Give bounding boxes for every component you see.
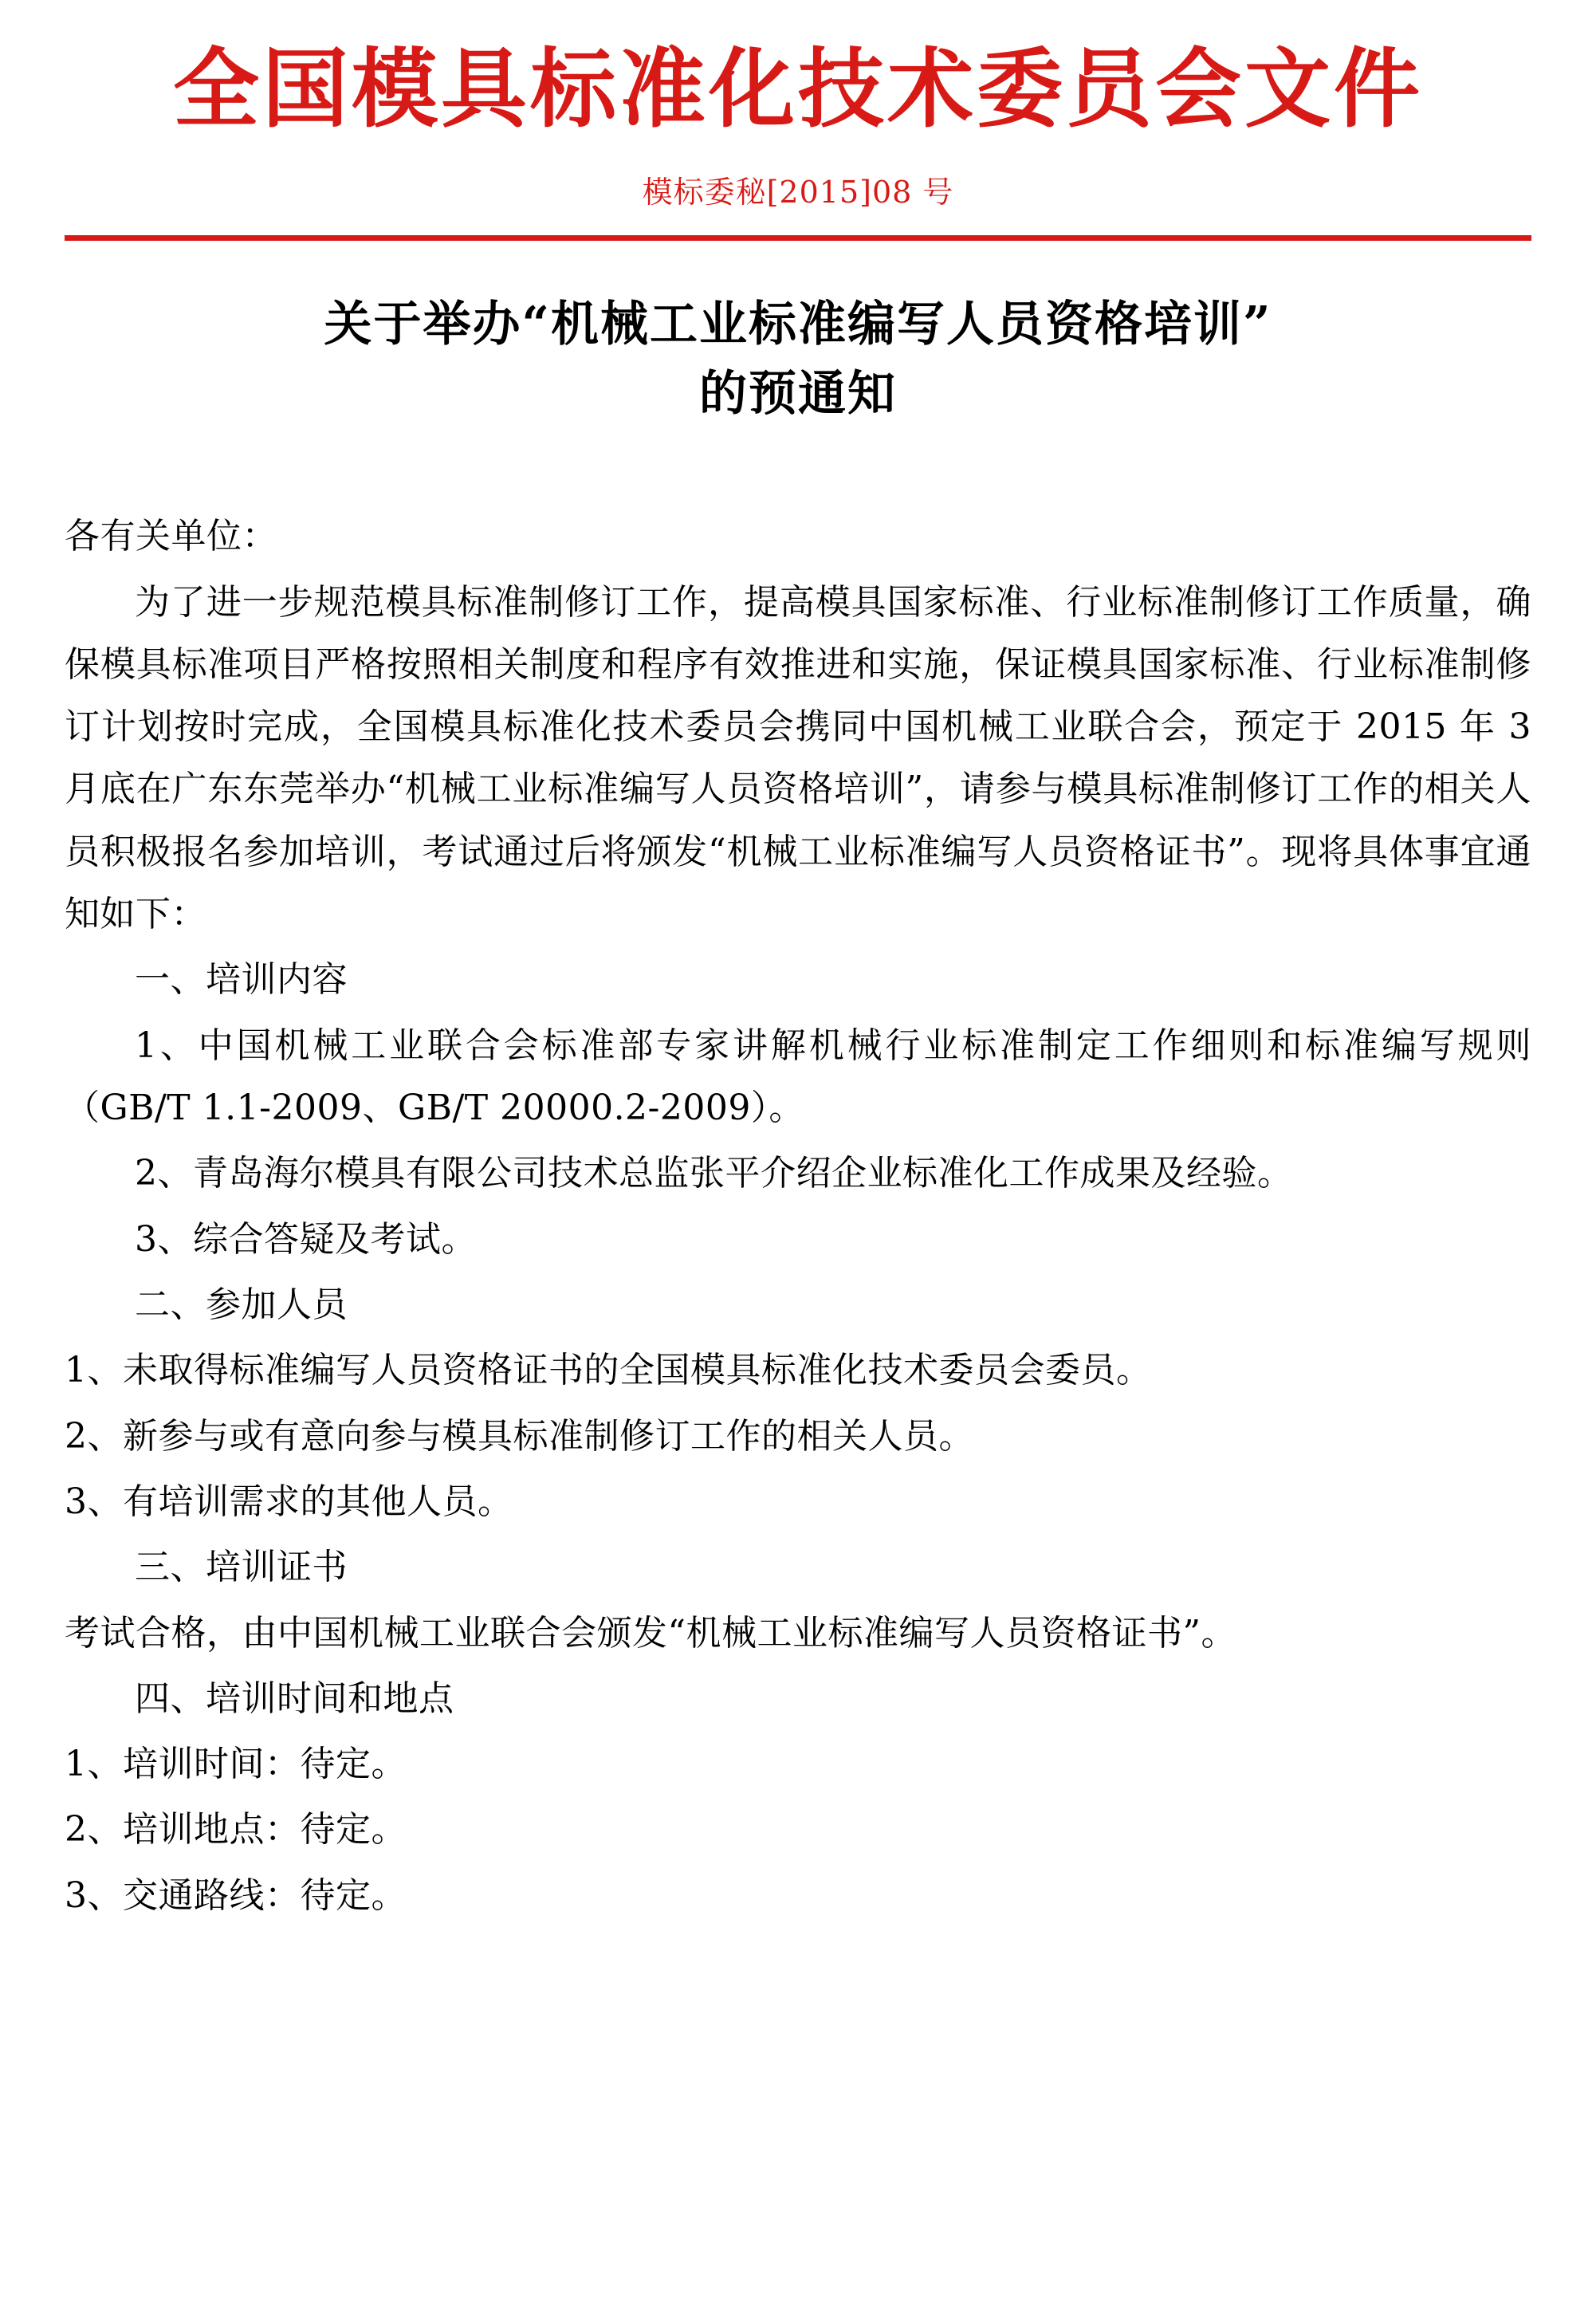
section-4-item-3: 3、交通路线：待定。 — [65, 1874, 407, 1916]
document-number: 模标委秘[2015]08 号 — [642, 175, 954, 210]
section-heading-1: 一、培训内容 — [135, 959, 348, 1001]
document-inner — [65, 40, 1531, 1927]
section-4-item-1: 1、培训时间：待定。 — [65, 1744, 407, 1785]
section-heading-4: 四、培训时间和地点 — [135, 1678, 454, 1719]
document-title-line-1: 关于举办“机械工业标准编写人员资格培训” — [324, 297, 1272, 353]
section-1-item-1: 1、中国机械工业联合会标准部专家讲解机械行业标准制定工作细则和标准编写规则（GB/T 1.1-2009、GB/T 20000.2-2009）。 — [65, 1025, 1531, 1128]
section-2-item-2: 2、新参与或有意向参与模具标准制修订工作的相关人员。 — [65, 1415, 974, 1457]
section-2-item-1: 1、未取得标准编写人员资格证书的全国模具标准化技术委员会委员。 — [65, 1350, 1152, 1391]
document-body — [65, 505, 1531, 1927]
salutation: 各有关单位： — [65, 516, 277, 557]
section-heading-2: 二、参加人员 — [135, 1284, 348, 1325]
document-title-line-2: 的预通知 — [699, 366, 897, 423]
red-divider-rule — [65, 235, 1531, 241]
document-title — [65, 290, 1531, 429]
section-4-item-2: 2、培训地点：待定。 — [65, 1809, 407, 1851]
section-2-item-3: 3、有培训需求的其他人员。 — [65, 1481, 513, 1522]
intro-paragraph: 为了进一步规范模具标准制修订工作，提高模具国家标准、行业标准制修订工作质量，确保模具标准项目严格按照相关制度和程序有效推进和实施，保证模具国家标准、行业标准制修订计划按时完成，全国模具标准化技术委员会携同中国机械工业联合会，预定于 2015 年 3 月底在广东东莞举办“机械工业标准编写人员资格培训”，请参与模具标准制修订工作的相关人员积极报名参加培训，考试通过后将颁发“机械工业标准编写人员资格证书”。现将具体事宜通知如下： — [65, 581, 1531, 935]
section-1-item-2: 2、青岛海尔模具有限公司技术总监张平介绍企业标准化工作成果及经验。 — [135, 1153, 1293, 1194]
document-header-title: 全国模具标准化技术委员会文件 — [172, 39, 1423, 140]
section-1-item-3: 3、综合答疑及考试。 — [135, 1218, 477, 1260]
section-heading-3: 三、培训证书 — [135, 1547, 348, 1588]
section-3-item-1: 考试合格，由中国机械工业联合会颁发“机械工业标准编写人员资格证书”。 — [65, 1612, 1236, 1654]
